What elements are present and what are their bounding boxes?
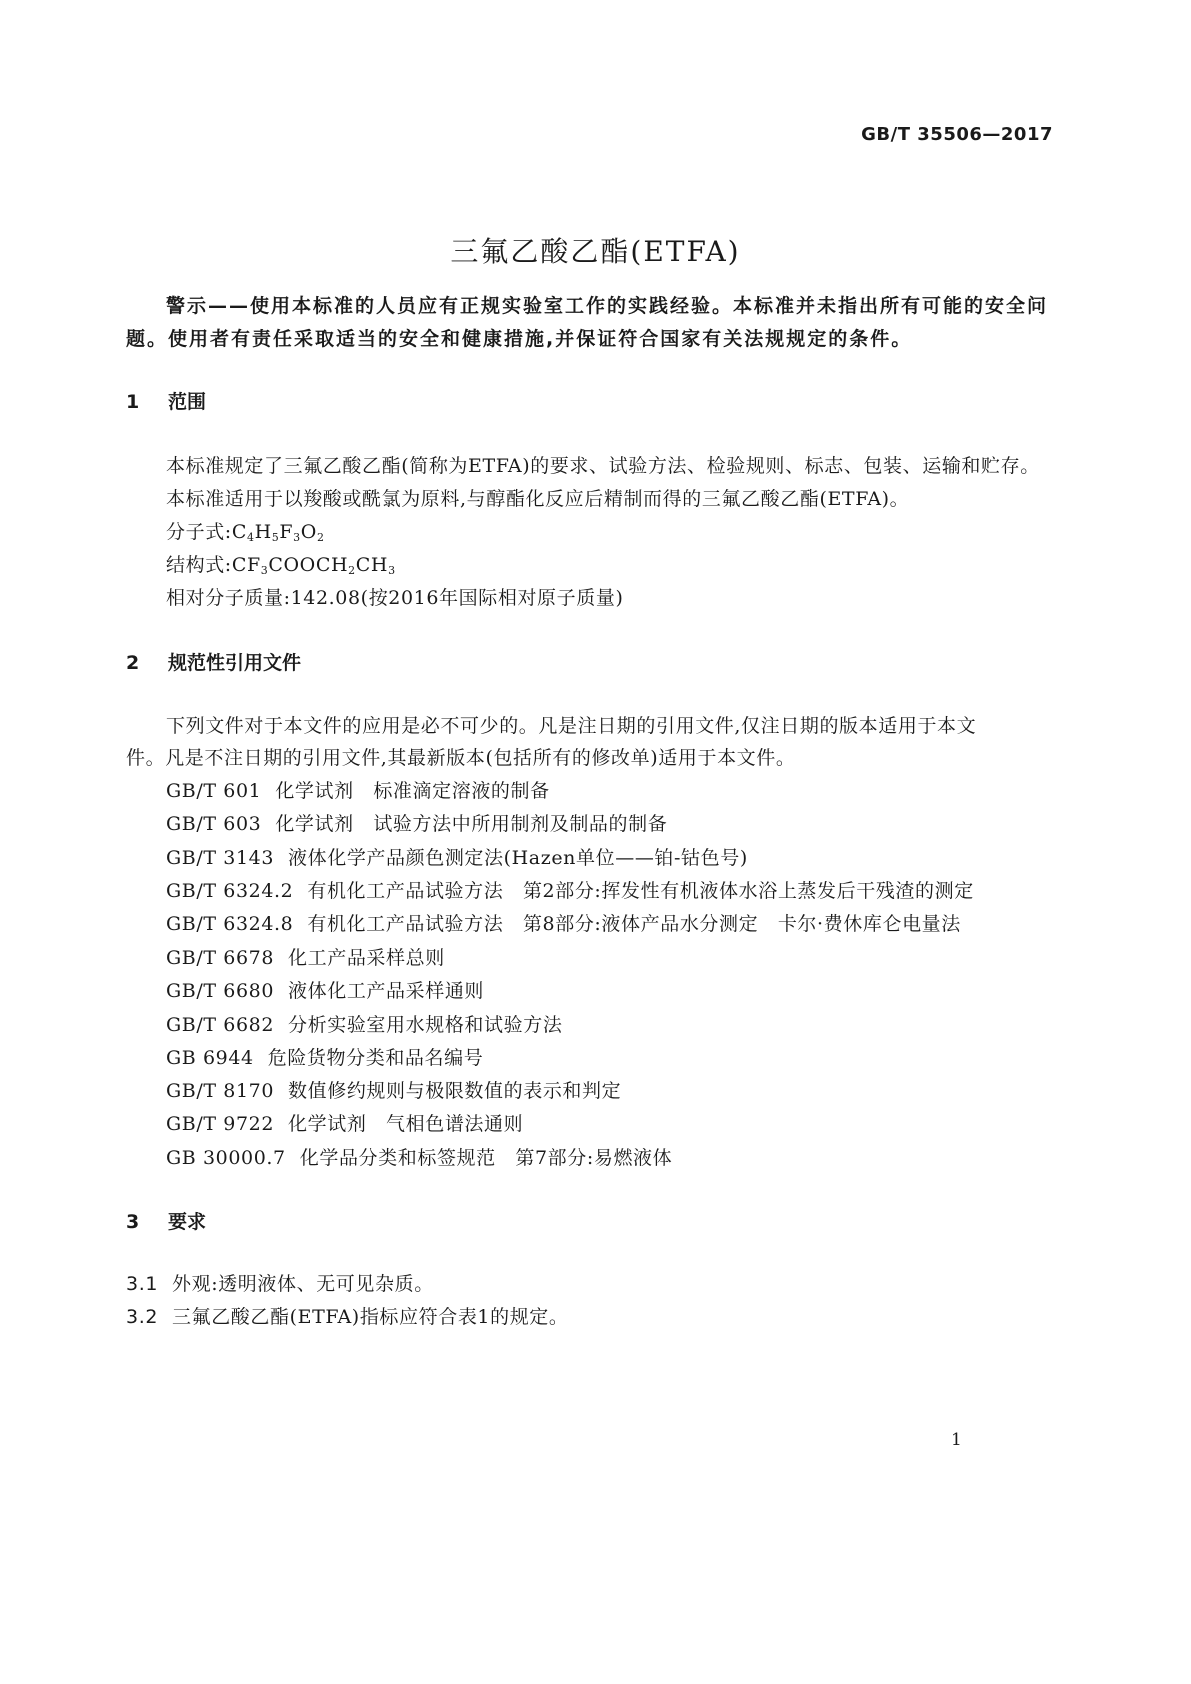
reference-item bbox=[166, 1043, 483, 1070]
reference-item bbox=[166, 943, 445, 970]
reference-item bbox=[166, 1010, 562, 1037]
section-title: 范围 bbox=[168, 391, 207, 413]
reference-code: GB/T 6680 bbox=[166, 980, 275, 1002]
refs-intro-line-1: 下列文件对于本文件的应用是必不可少的。凡是注日期的引用文件,仅注日期的版本适用于本文 bbox=[166, 715, 977, 737]
warning-line-2: 题。使用者有责任采取适当的安全和健康措施,并保证符合国家有关法规规定的条件。 bbox=[126, 328, 913, 350]
reference-title: 液体化工产品采样通则 bbox=[288, 980, 485, 1002]
structure-label: 结构式: bbox=[166, 554, 232, 576]
reference-item bbox=[166, 1109, 523, 1136]
molecular-mass: 相对分子质量:142.08(按2016年国际相对原子质量) bbox=[166, 587, 624, 609]
standard-code: GB/T 35506—2017 bbox=[861, 124, 1053, 145]
reference-title: 化学品分类和标签规范 第7部分:易燃液体 bbox=[299, 1147, 673, 1169]
reference-code: GB 6944 bbox=[166, 1047, 254, 1069]
reference-code: GB/T 8170 bbox=[166, 1080, 275, 1102]
reference-code: GB/T 6682 bbox=[166, 1014, 275, 1036]
reference-code: GB/T 6678 bbox=[166, 947, 275, 969]
page-number: 1 bbox=[951, 1430, 962, 1450]
reference-item bbox=[166, 909, 961, 936]
reference-code: GB/T 9722 bbox=[166, 1113, 275, 1135]
reference-title: 数值修约规则与极限数值的表示和判定 bbox=[288, 1080, 622, 1102]
reference-item bbox=[166, 776, 550, 803]
clause-text: 三氟乙酸乙酯(ETFA)指标应符合表1的规定。 bbox=[172, 1306, 569, 1328]
section-number: 1 bbox=[126, 391, 140, 413]
section-2-heading bbox=[126, 648, 301, 675]
requirement-item bbox=[126, 1302, 569, 1329]
section-3-heading bbox=[126, 1207, 206, 1234]
clause-number: 3.2 bbox=[126, 1306, 159, 1328]
clause-number: 3.1 bbox=[126, 1273, 159, 1295]
reference-code: GB/T 603 bbox=[166, 813, 262, 835]
section-number: 2 bbox=[126, 652, 140, 674]
section-1-heading bbox=[126, 387, 206, 414]
molecular-formula bbox=[166, 517, 325, 544]
reference-item bbox=[166, 976, 484, 1003]
reference-title: 分析实验室用水规格和试验方法 bbox=[288, 1014, 563, 1036]
reference-title: 化学试剂 试验方法中所用制剂及制品的制备 bbox=[275, 813, 668, 835]
structural-formula bbox=[166, 550, 396, 577]
reference-item bbox=[166, 843, 748, 870]
warning-line-1: 警示——使用本标准的人员应有正规实验室工作的实践经验。本标准并未指出所有可能的安全问 bbox=[166, 295, 1049, 317]
reference-title: 化学试剂 气相色谱法通则 bbox=[288, 1113, 524, 1135]
reference-item bbox=[166, 1076, 621, 1103]
structure-value: $CF_3COOCH_2CH_3$ bbox=[231, 554, 396, 577]
scope-paragraph-1: 本标准规定了三氟乙酸乙酯(简称为ETFA)的要求、试验方法、检验规则、标志、包装、运输和贮存。 bbox=[166, 455, 1040, 477]
refs-intro-line-2: 件。凡是不注日期的引用文件,其最新版本(包括所有的修改单)适用于本文件。 bbox=[126, 747, 796, 769]
reference-title: 有机化工产品试验方法 第8部分:液体产品水分测定 卡尔·费休库仑电量法 bbox=[307, 913, 961, 935]
reference-title: 有机化工产品试验方法 第2部分:挥发性有机液体水浴上蒸发后干残渣的测定 bbox=[307, 880, 974, 902]
document-title: 三氟乙酸乙酯(ETFA) bbox=[450, 235, 741, 268]
reference-code: GB/T 3143 bbox=[166, 847, 275, 869]
reference-title: 液体化学产品颜色测定法(Hazen单位——铂-钴色号) bbox=[288, 847, 748, 869]
section-number: 3 bbox=[126, 1211, 140, 1233]
requirement-item bbox=[126, 1269, 434, 1296]
reference-code: GB/T 6324.8 bbox=[166, 913, 294, 935]
scope-paragraph-2: 本标准适用于以羧酸或酰氯为原料,与醇酯化反应后精制而得的三氟乙酸乙酯(ETFA)。 bbox=[166, 488, 910, 510]
reference-item bbox=[166, 876, 974, 903]
reference-title: 化工产品采样总则 bbox=[288, 947, 445, 969]
section-title: 要求 bbox=[168, 1211, 207, 1233]
reference-item bbox=[166, 1143, 672, 1170]
reference-code: GB/T 601 bbox=[166, 780, 262, 802]
reference-title: 危险货物分类和品名编号 bbox=[267, 1047, 484, 1069]
reference-code: GB/T 6324.2 bbox=[166, 880, 294, 902]
formula-value: $C_4H_5F_3O_2$ bbox=[231, 521, 325, 544]
section-title: 规范性引用文件 bbox=[168, 652, 302, 674]
reference-title: 化学试剂 标准滴定溶液的制备 bbox=[275, 780, 550, 802]
reference-item bbox=[166, 809, 667, 836]
clause-text: 外观:透明液体、无可见杂质。 bbox=[172, 1273, 434, 1295]
formula-label: 分子式: bbox=[166, 521, 232, 543]
reference-code: GB 30000.7 bbox=[166, 1147, 286, 1169]
